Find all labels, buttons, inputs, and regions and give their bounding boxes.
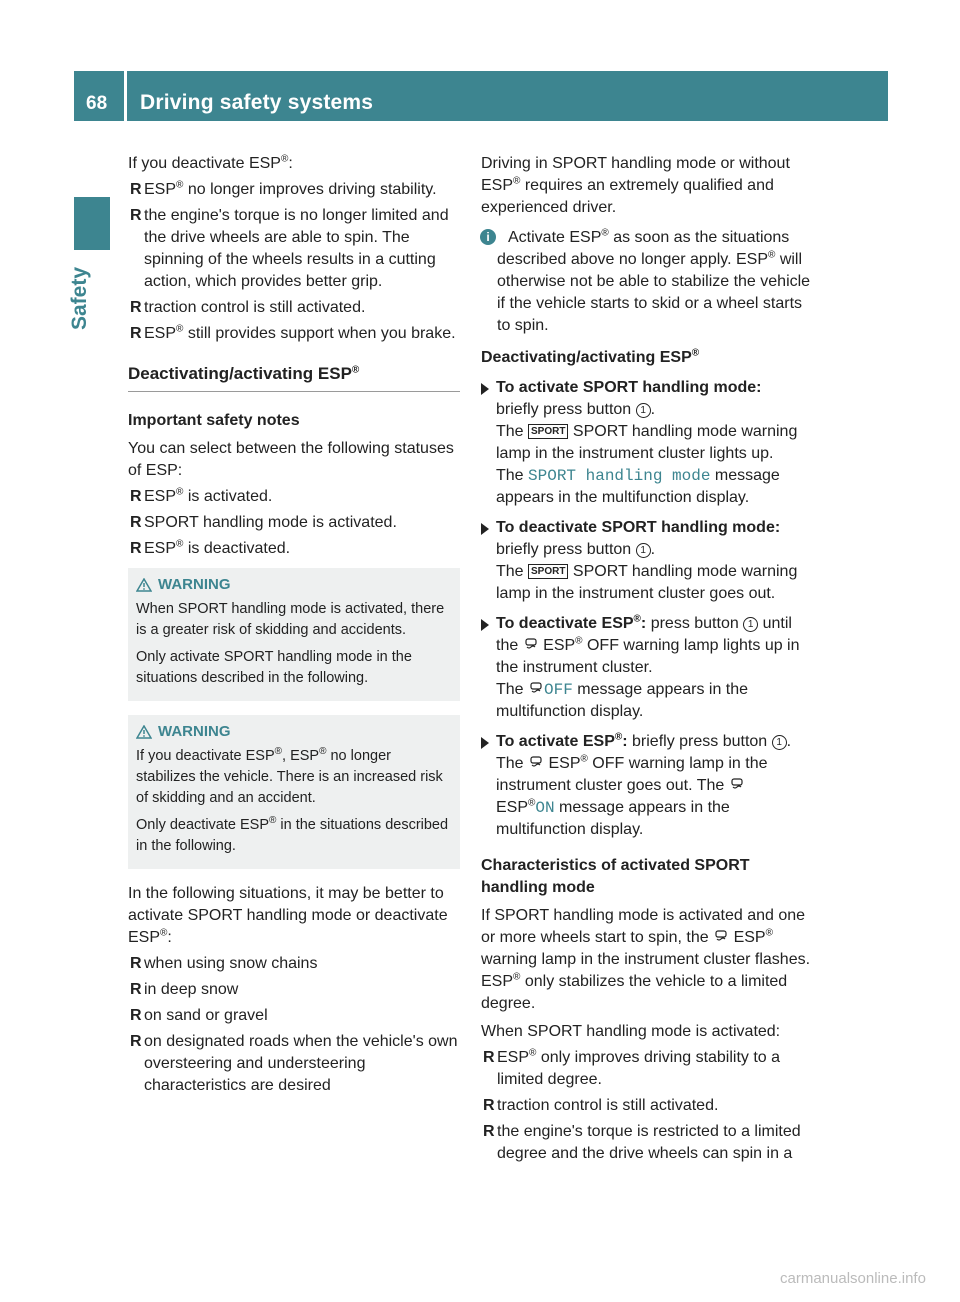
section-heading: Deactivating/activating ESP®: [128, 363, 460, 392]
warning-triangle-icon: [136, 725, 152, 739]
statuses-intro: You can select between the following statuses of ESP:: [128, 440, 454, 479]
sport-lamp-icon: SPORT: [528, 424, 568, 439]
side-tab-label: Safety: [68, 266, 91, 330]
step-arrow-icon: [481, 737, 489, 749]
warning-text: If you deactivate ESP®, ESP® no longer stabilizes the vehicle. There is an increased risk of skidding and an accident.: [136, 746, 443, 806]
list-item: R the engine's torque is no longer limited and the drive wheels are able to spin. The spinning of the wheels results in a cutting action, which provides better grip.: [130, 207, 449, 290]
step-arrow-icon: [481, 619, 489, 631]
warning-text: Only deactivate ESP® in the situations described in the following.: [136, 815, 449, 854]
step-item: To activate ESP®: briefly press button 1 . The ESP® OFF warning lamp in the instrument cluster goes out. The ESP®ON message appears in the multifunction display.: [481, 731, 816, 841]
esp-lamp-icon: [729, 778, 745, 792]
button-1-icon: 1: [636, 403, 651, 418]
deactivate-intro: If you deactivate ESP®:: [128, 153, 293, 172]
characteristics-text: When SPORT handling mode is activated:: [481, 1023, 781, 1040]
esp-off-lamp-icon: [528, 756, 544, 770]
sport-lamp-icon: SPORT: [528, 564, 568, 579]
list-item: R in deep snow: [130, 981, 239, 998]
list-item: R when using snow chains: [130, 955, 318, 972]
warning-label: WARNING: [158, 576, 231, 593]
step-item: To activate SPORT handling mode: briefly press button 1 . The SPORT SPORT handling mode warning lamp in the instrument cluster lights up. The SPORT handling mode message appears in the multifunction display.: [481, 377, 816, 509]
info-note: i Activate ESP® as soon as the situations described above no longer apply. ESP® will otherwise not be able to stabilize the vehicle if the vehicle starts to skid or a wheel starts to spin.: [481, 227, 816, 337]
warning-triangle-icon: [136, 578, 152, 592]
left-column: [128, 153, 460, 1097]
step-item: To deactivate SPORT handling mode: briefly press button 1 . The SPORT SPORT handling mode warning lamp in the instrument cluster goes out.: [481, 517, 816, 605]
button-1-icon: 1: [772, 735, 787, 750]
esp-lamp-icon: [713, 930, 729, 944]
situations-intro: In the following situations, it may be better to activate SPORT handling mode or deactivate ESP®:: [128, 885, 448, 946]
list-item: R the engine's torque is restricted to a limited degree and the drive wheels can spin in a: [483, 1123, 801, 1162]
list-item: R ESP® only improves driving stability to a limited degree.: [483, 1047, 781, 1088]
warning-box: [128, 715, 460, 869]
esp-off-lamp-icon: [523, 638, 539, 652]
step-item: To deactivate ESP®: press button 1 until the ESP® OFF warning lamp lights up in the instrument cluster. The OFF message appears in the multifunction display.: [481, 613, 816, 723]
list-item: R traction control is still activated.: [130, 299, 366, 316]
list-item: R on sand or gravel: [130, 1007, 268, 1024]
button-1-icon: 1: [743, 617, 758, 632]
warning-text: When SPORT handling mode is activated, there is a greater risk of skidding and accidents.: [136, 601, 445, 638]
list-item: R ESP® is activated.: [130, 486, 273, 505]
button-1-icon: 1: [636, 543, 651, 558]
esp-lamp-icon: [528, 682, 544, 696]
header-divider: [124, 71, 127, 121]
page-title: Driving safety systems: [140, 91, 374, 114]
intro-text: Driving in SPORT handling mode or without ESP® requires an extremely qualified and experienced driver.: [481, 155, 790, 216]
characteristics-heading: Characteristics of activated SPORT handling mode: [481, 857, 750, 896]
footer-watermark: carmanualsonline.info: [780, 1270, 926, 1287]
characteristics-text: If SPORT handling mode is activated and one or more wheels start to spin, the ESP® warning lamp in the instrument cluster flashes. ESP® only stabilizes the vehicle to a limited degree.: [481, 907, 811, 1012]
list-item: R ESP® still provides support when you brake.: [130, 323, 456, 342]
list-item: R SPORT handling mode is activated.: [130, 514, 397, 531]
list-item: R ESP® no longer improves driving stability.: [130, 179, 437, 198]
warning-text: Only activate SPORT handling mode in the situations described in the following.: [136, 649, 412, 686]
list-item: R ESP® is deactivated.: [130, 538, 291, 557]
warning-label: WARNING: [158, 723, 231, 740]
list-item: R on designated roads when the vehicle's own oversteering and understeering characteristics are desired: [130, 1033, 458, 1094]
info-icon: i: [480, 229, 496, 245]
step-arrow-icon: [481, 383, 489, 395]
list-item: R traction control is still activated.: [483, 1097, 719, 1114]
safety-heading: Important safety notes: [128, 412, 300, 429]
step-arrow-icon: [481, 523, 489, 535]
right-column: [481, 153, 816, 1165]
page-number: 68: [86, 93, 108, 114]
sub-heading: Deactivating/activating ESP®: [481, 347, 700, 366]
warning-box: [128, 568, 460, 701]
side-tab-marker: [74, 197, 110, 250]
